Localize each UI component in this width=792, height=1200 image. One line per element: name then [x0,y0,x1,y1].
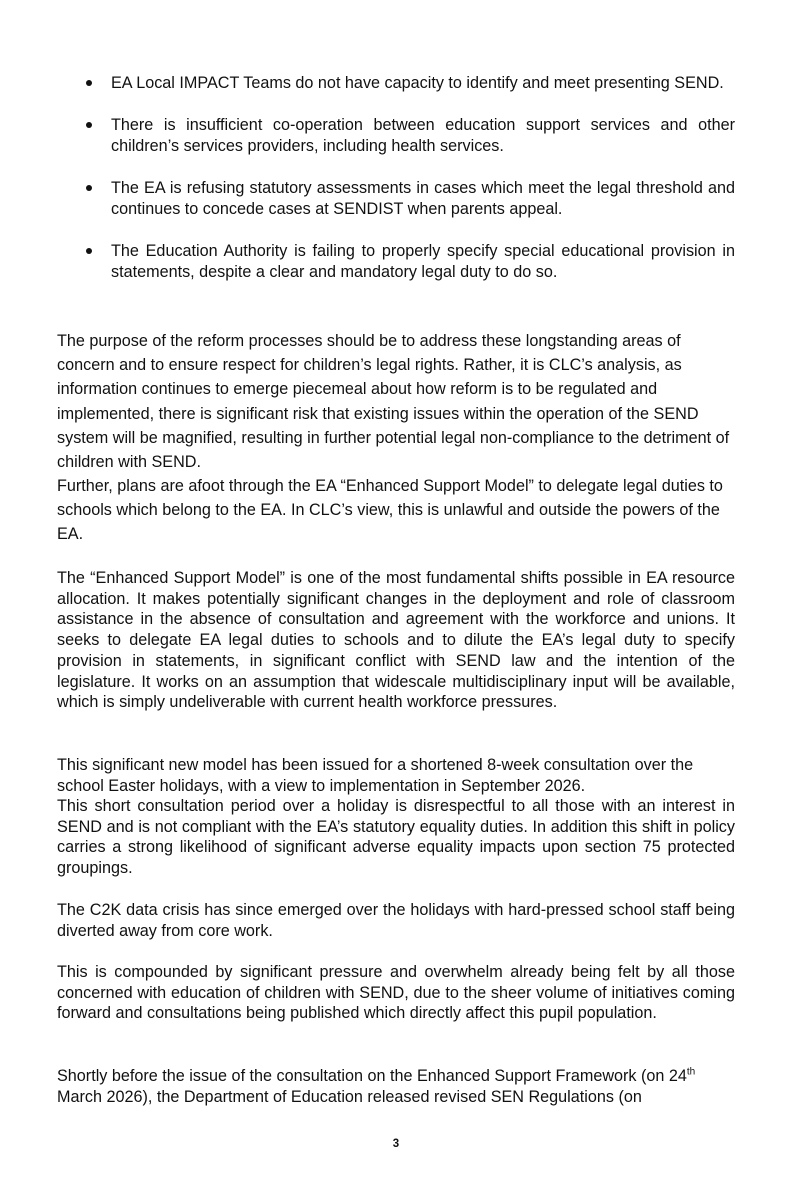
paragraph-equality-duties: This short consultation period over a holiday is disrespectful to all those with an interest in SEND and is not compliant with the EA’s statutory equality duties. In addition this shift in policy carries a strong likelihood of significant adverse equality impacts upon section 75 protected groupings. [57,797,735,878]
bullet-text: The EA is refusing statutory assessments in cases which meet the legal threshold and continues to concede cases at SENDIST when parents appeal. [111,179,735,218]
paragraph-pressure-overwhelm: This is compounded by significant pressure and overwhelm already being felt by all those concerned with education of children with SEND, due to the sheer volume of initiatives coming forward and consultations being published which directly affect this pupil population. [57,963,735,1023]
paragraph-c2k-data-crisis: The C2K data crisis has since emerged over the holidays with hard-pressed school staff being diverted away from core work. [57,901,735,940]
ordinal-superscript: th [686,1066,696,1078]
page-number: 3 [392,1138,400,1150]
paragraph-text-end: March 2026), the Department of Education released revised SEN Regulations (on [57,1087,642,1106]
bullet-icon [86,80,92,86]
bullet-text: EA Local IMPACT Teams do not have capacity to identify and meet presenting SEND. [111,74,724,92]
paragraph-consultation-period: This significant new model has been issued for a shortened 8-week consultation over the school Easter holidays, with a view to implementation in September 2026. [57,756,694,795]
paragraph-enhanced-support-plans: Further, plans are afoot through the EA “Enhanced Support Model” to delegate legal duties to schools which belong to the EA. In CLC’s view, this is unlawful and outside the powers of the EA. [57,477,723,544]
bullet-text: The Education Authority is failing to properly specify special educational provision in statements, despite a clear and mandatory legal duty to do so. [111,242,735,281]
concerns-bullet-list [85,73,735,304]
bullet-icon [86,248,92,254]
paragraph-reform-purpose: The purpose of the reform processes should be to address these longstanding areas of concern and to ensure respect for children’s legal rights. Rather, it is CLC’s analysis, as information continues to emerge piecemeal about how reform is to be regulated and implemented, there is significant risk that existing issues within the operation of the SEND system will be magnified, resulting in further potential legal non-compliance to the detriment of children with SEND. [57,332,730,472]
bullet-icon [86,122,92,128]
bullet-item [85,241,735,283]
paragraph-sen-regulations [57,1066,735,1107]
bullet-item [85,178,735,220]
bullet-icon [86,185,92,191]
bullet-item [85,115,735,157]
bullet-text: There is insufficient co-operation between education support services and other children’s services providers, including health services. [111,116,735,155]
paragraph-enhanced-support-model: The “Enhanced Support Model” is one of the most fundamental shifts possible in EA resource allocation. It makes potentially significant changes in the deployment and role of classroom assistance in the absence of consultation and agreement with the workforce and unions. It seeks to delegate EA legal duties to schools and to dilute the EA’s legal duty to specify provision in statements, in significant conflict with SEND law and the intention of the legislature. It works on an assumption that widescale multidisciplinary input will be available, which is simply undeliverable with current health workforce pressures. [57,569,735,712]
paragraph-text-start: Shortly before the issue of the consultation on the Enhanced Support Framework (on 24 [57,1067,687,1085]
bullet-item [85,73,735,94]
